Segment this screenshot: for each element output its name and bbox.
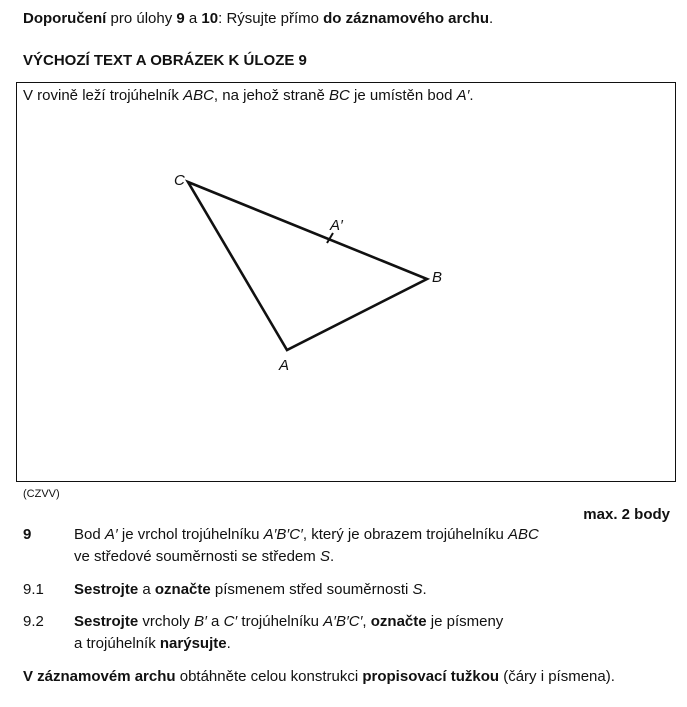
point-aprime: A′ [104,526,118,543]
center-s-label: S [412,581,423,598]
triangle-abc [188,182,427,350]
task-9-1-text-part: písmenem střed souměrnosti [210,581,413,598]
triangle-abc-label: ABC [183,87,214,104]
task-9-2-text-part: vrcholy [138,613,195,630]
box-text-part: . [469,87,474,104]
task-9-2-number: 9.2 [23,613,44,630]
task-9-text: je vrchol trojúhelníku [117,526,264,543]
side-bc-label: BC [329,87,350,104]
instruction-text: a [184,10,202,27]
task-9-number: 9 [23,526,32,543]
vertex-b-label: B [432,269,443,286]
task-9-1-mark: označte [154,581,211,598]
box-text-part: je umístěn bod [349,87,457,104]
footer-text: obtáhněte celou konstrukci [175,668,363,685]
instruction-task-10: 10 [201,10,219,27]
task-9-1-text-part: a [138,581,155,598]
task-9-text: , který je obrazem trojúhelníku [302,526,508,543]
vertex-cprime-label: C′ [223,613,238,630]
task-9-1-text [74,581,427,598]
vertex-a-label: A [279,357,290,374]
triangle-image-label: A′B′C′ [323,613,363,630]
task-9-2-text-part: a [206,613,224,630]
point-aprime-figure-label: A′ [330,217,343,234]
task-9-2-text-part: je písmeny [426,613,504,630]
task-9-line2 [74,548,334,565]
task-9-text: Bod [74,526,105,543]
triangle-image-label: A′B′C′ [263,526,303,543]
footer-archive: V záznamovém archu [23,668,176,685]
instruction-bold-recommendation: Doporučení [23,10,107,27]
task-9-2-text-part: a trojúhelník [74,635,160,652]
triangle-abc-label: ABC [507,526,539,543]
task-9-1-number: 9.1 [23,581,44,598]
box-text-part: V rovině leží trojúhelník [23,87,184,104]
center-s-label: S [319,548,330,565]
footer-instruction [23,668,615,685]
task-9-text: ve středové souměrnosti se středem [74,548,320,565]
box-text-part: , na jehož straně [213,87,329,104]
task-9-1-text-part: . [422,581,427,598]
source-label: (CZVV) [23,488,60,500]
footer-text: (čáry i písmena). [499,668,615,685]
max-points: max. 2 body [583,506,670,523]
instruction-text: . [489,10,494,27]
task-9-2-mark: označte [370,613,427,630]
task-9-2-line1 [74,613,503,630]
footer-pen: propisovací tužkou [362,668,500,685]
task-9-1-construct: Sestrojte [74,581,139,598]
task-9-2-text-part: . [226,635,231,652]
task-9-2-line2 [74,635,231,652]
instruction-text: : Rýsujte přímo [218,10,324,27]
task-9-2-text-part: trojúhelníku [237,613,324,630]
vertex-c-label: C [174,172,185,189]
task-9-line1 [74,526,539,543]
task-9-text: . [329,548,335,565]
point-aprime-label: A′ [456,87,470,104]
instruction-task-9: 9 [176,10,185,27]
task-9-2-draw: narýsujte [159,635,227,652]
vertex-bprime-label: B′ [194,613,207,630]
task-9-2-text-part: , [362,613,371,630]
instruction-text: pro úlohy [106,10,177,27]
section-heading: VÝCHOZÍ TEXT A OBRÁZEK K ÚLOZE 9 [23,52,307,69]
instruction-bold-archive: do záznamového archu [323,10,490,27]
task-9-2-construct: Sestrojte [74,613,139,630]
